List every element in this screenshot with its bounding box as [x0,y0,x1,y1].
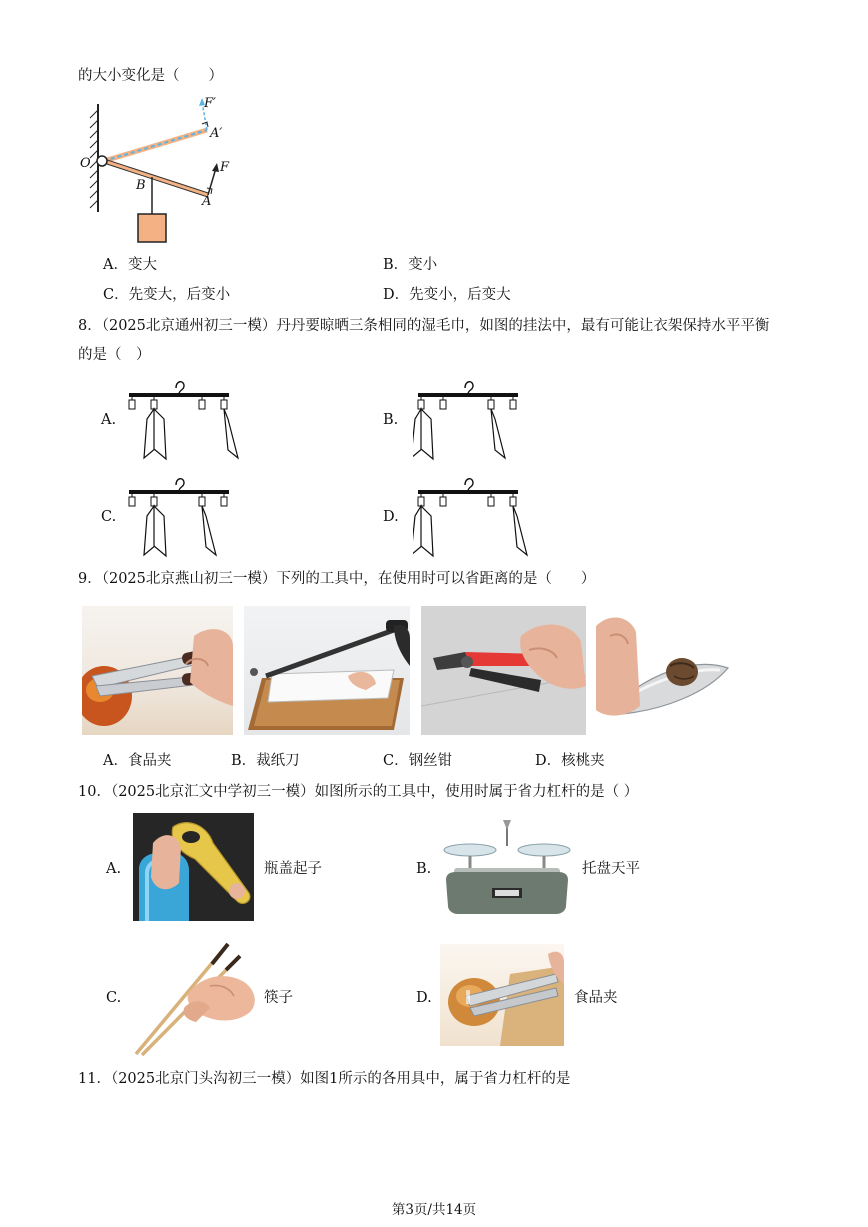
tray-balance-photo [440,818,574,918]
food-tongs-photo-2 [440,944,564,1046]
q10-option-b-name: 托盘天平 [582,861,640,877]
nutcracker-photo [596,606,730,737]
chopsticks-photo [132,938,258,1057]
q8-option-c-label[interactable]: C. [101,509,117,525]
q8-hanger-c[interactable] [124,471,244,561]
page-number: 第3页/共14页 [391,1202,477,1218]
q10-stem: 10．（2025北京汇文中学初三一模）如图所示的工具中，使用时属于省力杠杆的是（ ） [78,784,639,800]
q10-option-d-letter[interactable]: D. [416,990,432,1006]
q7-option-c[interactable]: C．先变大，后变小 [103,287,231,303]
q9-option-a[interactable]: A．食品夹 [103,753,172,769]
q8-stem-line1: 8．（2025北京通州初三一模）丹丹要晾晒三条相同的湿毛巾，如图的挂法中，最有可能让衣架保持水平平衡 [78,318,770,334]
q10-option-a-letter[interactable]: A. [106,861,122,877]
q11-stem: 11．（2025北京门头沟初三一模）如图1所示的各用具中，属于省力杠杆的是 [78,1071,571,1087]
q9-stem: 9．（2025北京燕山初三一模）下列的工具中，在使用时可以省距离的是（ ） [78,571,596,587]
q8-stem-line2: 的是（ ） [78,347,151,363]
q9-option-c[interactable]: C．钢丝钳 [383,753,453,769]
q7-option-a[interactable]: A．变大 [103,257,157,273]
wire-pliers-photo [421,606,586,735]
q10-option-a-name: 瓶盖起子 [264,861,322,877]
label-a-prime: A′ [210,126,223,141]
q7-option-d[interactable]: D．先变小，后变大 [383,287,511,303]
q8-hanger-a[interactable] [124,374,244,464]
q8-option-d-label[interactable]: D. [383,509,399,525]
q10-option-c-name: 筷子 [264,990,293,1006]
label-f: F [220,160,230,175]
label-a: A [202,194,212,209]
q10-option-b-letter[interactable]: B. [416,861,432,877]
q9-option-b[interactable]: B．裁纸刀 [231,753,300,769]
q8-hanger-d[interactable] [413,471,533,561]
q8-hanger-b[interactable] [413,374,533,464]
food-tongs-photo [82,606,233,735]
q10-option-c-letter[interactable]: C. [106,990,122,1006]
paper-cutter-photo [244,606,410,735]
q10-option-d-name: 食品夹 [574,990,618,1006]
label-b: B [136,178,146,193]
q7-stem-tail: 的大小变化是（ ） [78,68,223,84]
label-o: O [80,156,91,171]
bottle-opener-photo [133,813,254,921]
label-f-prime: F′ [204,96,216,111]
q7-lever-diagram [74,92,244,248]
q7-option-b[interactable]: B．变小 [383,257,438,273]
q9-option-d[interactable]: D．核桃夹 [535,753,605,769]
q8-option-b-label[interactable]: B. [383,412,399,428]
q8-option-a-label[interactable]: A. [101,412,117,428]
